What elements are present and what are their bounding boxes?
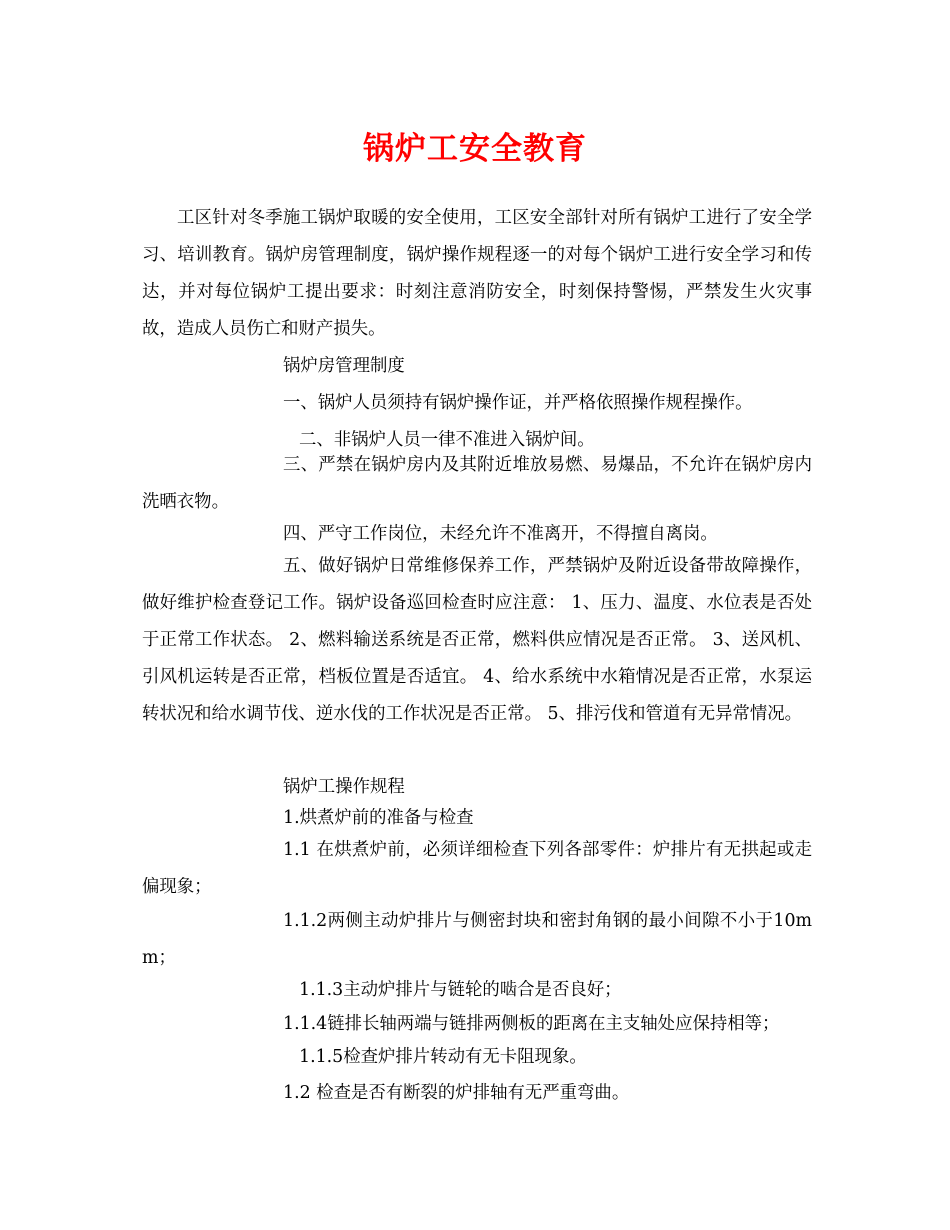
section-heading-operating-procedures: 锅炉工操作规程 bbox=[283, 777, 405, 797]
step-1-1: 1.1 在烘煮炉前，必须详细检查下列各部零件：炉排片有无拱起或走偏现象； bbox=[142, 840, 812, 897]
step-1-2: 1.2 检查是否有断裂的炉排轴有无严重弯曲。 bbox=[283, 1083, 630, 1103]
rule-item-2: 二、非锅炉人员一律不准进入锅炉间。 bbox=[299, 430, 595, 450]
rule-item-1: 一、锅炉人员须持有锅炉操作证，并严格依照操作规程操作。 bbox=[283, 393, 753, 413]
intro-paragraph: 工区针对冬季施工锅炉取暖的安全使用，工区安全部针对所有锅炉工进行了安全学习、培训教育。锅炉房管理制度，锅炉操作规程逐一的对每个锅炉工进行安全学习和传达，并对每位锅炉工提出要求：时刻注意消防安全，时刻保持警惕，严禁发生火灾事故，造成人员伤亡和财产损失。 bbox=[142, 208, 812, 339]
document-title: 锅炉工安全教育 bbox=[363, 131, 587, 167]
step-1-1-3: 1.1.3主动炉排片与链轮的啮合是否良好； bbox=[299, 980, 622, 1000]
step-1-1-2: 1.1.2两侧主动炉排片与侧密封块和密封角钢的最小间隙不小于10mm； bbox=[142, 911, 812, 968]
rule-item-5: 五、做好锅炉日常维修保养工作，严禁锅炉及附近设备带故障操作，做好维护检查登记工作。锅炉设备巡回检查时应注意： 1、压力、温度、水位表是否处于正常工作状态。 2、燃料输送系统是否正常，燃料供应情况是否正常。 3、送风机、引风机运转是否正常，档板位置是否适宜。 4、给水系统中水箱情况是否正常，水泵运转状况和给水调节伐、逆水伐的工作状况是否正常。 5、排污伐和管道有无异常情况。 bbox=[142, 556, 812, 724]
step-1-1-5: 1.1.5检查炉排片转动有无卡阻现象。 bbox=[299, 1047, 587, 1067]
rule-item-4: 四、严守工作岗位，未经允许不准离开，不得擅自离岗。 bbox=[283, 524, 718, 544]
step-1: 1.烘煮炉前的准备与检查 bbox=[283, 808, 474, 828]
step-1-1-4: 1.1.4链排长轴两端与链排两侧板的距离在主支轴处应保持相等； bbox=[283, 1014, 780, 1034]
section-heading-boiler-room-rules: 锅炉房管理制度 bbox=[283, 356, 405, 376]
rule-item-3: 三、严禁在锅炉房内及其附近堆放易燃、易爆品，不允许在锅炉房内洗晒衣物。 bbox=[142, 455, 812, 512]
